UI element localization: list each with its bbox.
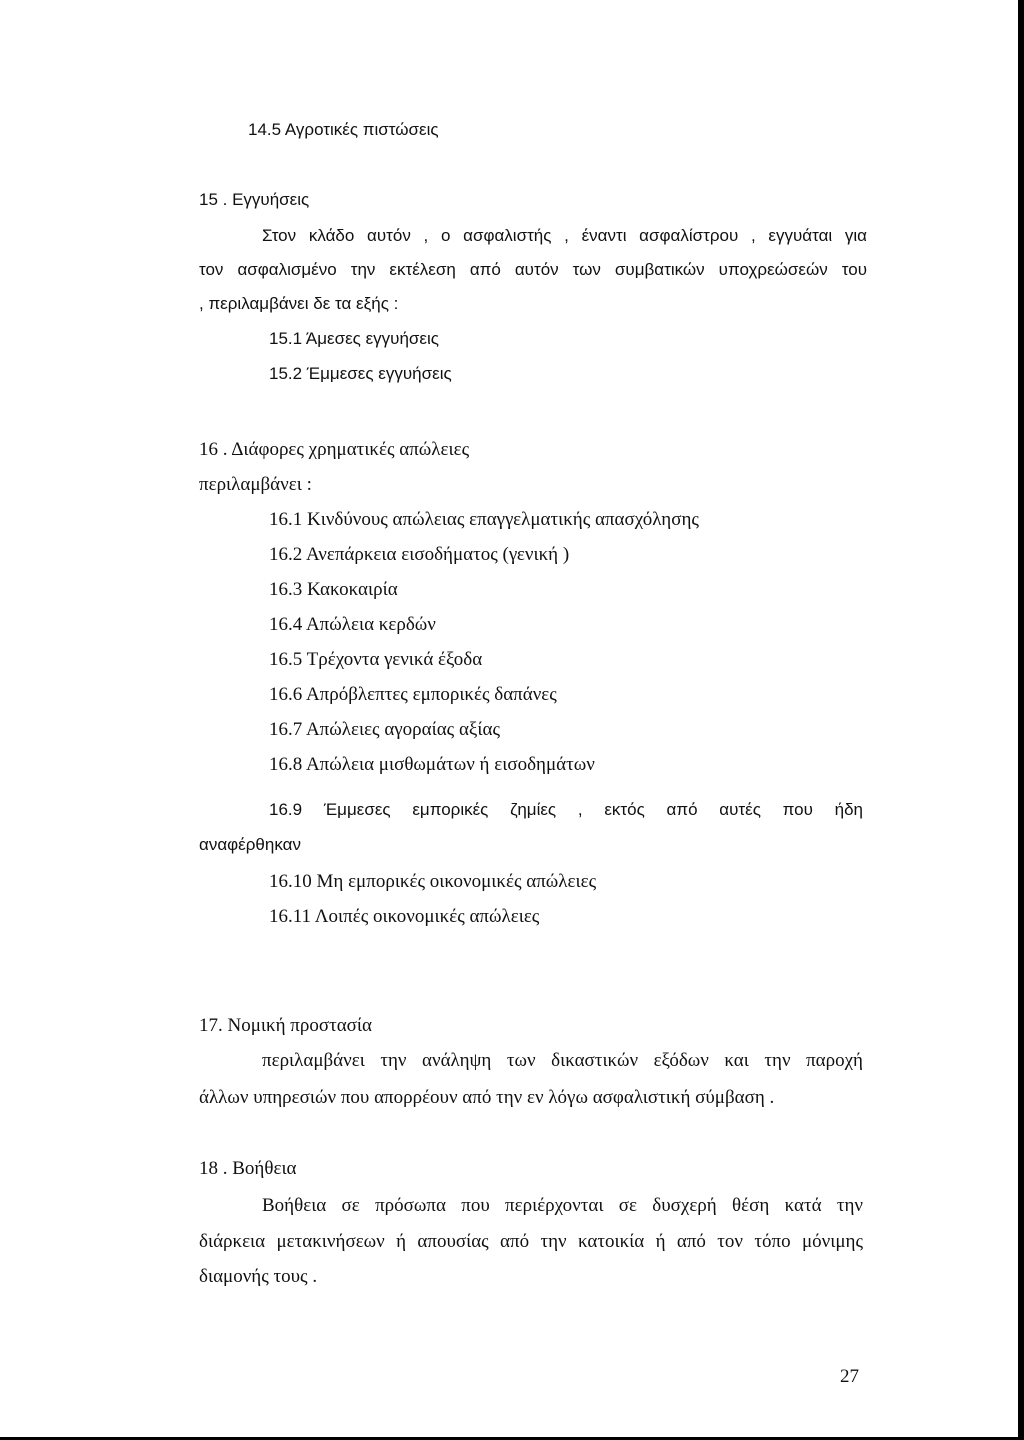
- section-18-text-line: διαμονής τους .: [199, 1266, 318, 1287]
- section-16-item: 16.6 Απρόβλεπτες εμπορικές δαπάνες: [269, 684, 557, 705]
- section-16-item: 16.1 Κινδύνους απώλειας επαγγελματικής απασχόλησης: [269, 509, 699, 530]
- section-15-text-line: Στον κλάδο αυτόν , ο ασφαλιστής , έναντι ασφαλίστρου , εγγυάται για: [262, 226, 867, 245]
- section-16-item: 16.10 Μη εμπορικές οικονομικές απώλειες: [269, 871, 597, 892]
- section-15-item: 15.1 Άμεσες εγγυήσεις: [269, 329, 439, 348]
- section-16-item-continuation: αναφέρθηκαν: [199, 835, 301, 854]
- section-15-item: 15.2 Έμμεσες εγγυήσεις: [269, 364, 452, 383]
- section-16-intro: περιλαμβάνει :: [199, 474, 312, 495]
- section-16-heading: 16 . Διάφορες χρηματικές απώλειες: [199, 439, 470, 460]
- section-16-item: 16.2 Ανεπάρκεια εισοδήματος (γενική ): [269, 544, 570, 565]
- section-18-heading: 18 . Βοήθεια: [199, 1158, 297, 1179]
- section-16-item: 16.3 Κακοκαιρία: [269, 579, 398, 600]
- section-15-text-line: τον ασφαλισμένο την εκτέλεση από αυτόν των συμβατικών υποχρεώσεών του: [199, 260, 867, 279]
- section-16-item: 16.5 Τρέχοντα γενικά έξοδα: [269, 649, 483, 670]
- section-14-5: 14.5 Αγροτικές πιστώσεις: [248, 120, 439, 139]
- section-16-item: 16.4 Απώλεια κερδών: [269, 614, 436, 635]
- section-17-text-line: περιλαμβάνει την ανάληψη των δικαστικών εξόδων και την παροχή: [262, 1050, 863, 1071]
- section-16-item: 16.7 Απώλειες αγοραίας αξίας: [269, 719, 500, 740]
- section-15-text-line: , περιλαμβάνει δε τα εξής :: [199, 294, 399, 313]
- section-18-text-line: διάρκεια μετακινήσεων ή απουσίας από την κατοικία ή από τον τόπο μόνιμης: [199, 1231, 863, 1252]
- section-16-item: 16.9 Έμμεσες εμπορικές ζημίες , εκτός από αυτές που ήδη: [269, 800, 863, 819]
- section-16-item: 16.8 Απώλεια μισθωμάτων ή εισοδημάτων: [269, 754, 595, 775]
- section-16-item: 16.11 Λοιπές οικονομικές απώλειες: [269, 906, 540, 927]
- section-15-heading: 15 . Εγγυήσεις: [199, 190, 310, 209]
- section-17-text-line: άλλων υπηρεσιών που απορρέουν από την εν λόγω ασφαλιστική σύμβαση .: [199, 1087, 775, 1108]
- section-17-heading: 17. Νομική προστασία: [199, 1015, 372, 1036]
- scan-edge-right: [1018, 0, 1024, 1440]
- section-18-text-line: Βοήθεια σε πρόσωπα που περιέρχονται σε δυσχερή θέση κατά την: [262, 1195, 863, 1216]
- page-number: 27: [840, 1366, 859, 1387]
